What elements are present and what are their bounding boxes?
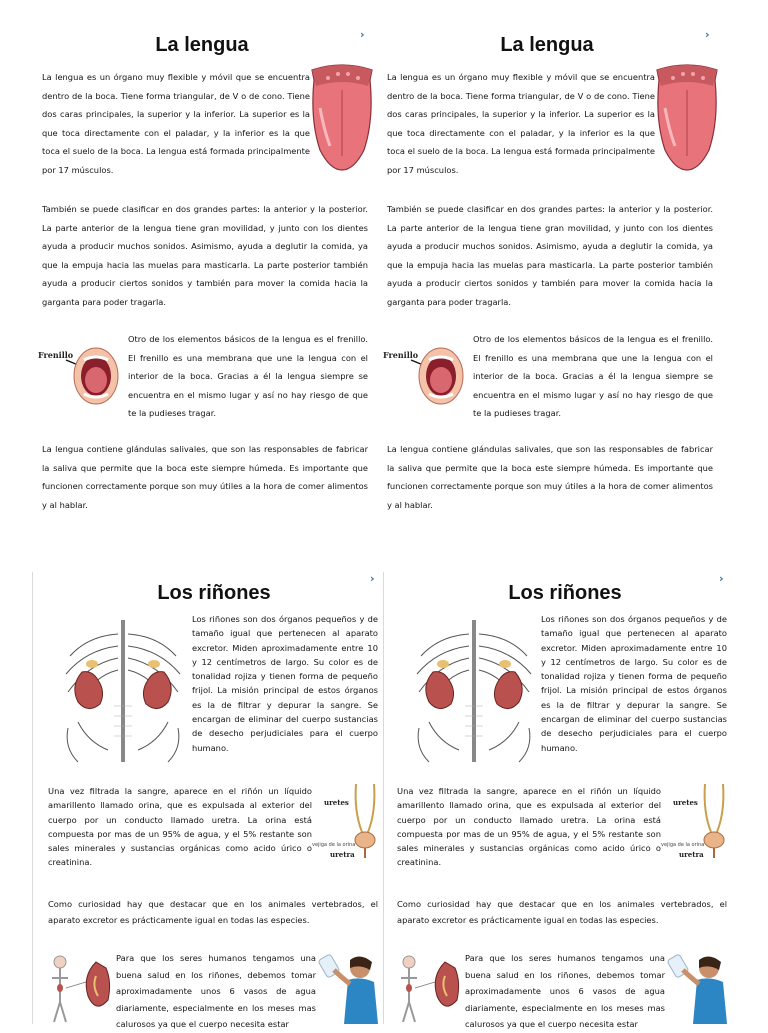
paragraph-1: Los riñones son dos órganos pequeños y de tamaño igual que pertenecen al aparato excretor. Miden aproximadamente entre 10 y 12 centímetros de largo. Su color es de tonalidad rojiza y tienen forma de pequeño frijol. La misión principal de estos órganos es la de filtrar y depurar la sangre. Se encargan de eliminar del cuerpo sustancias de desecho perjudiciales para el cuerpo humano. (541, 614, 727, 753)
tongue-icon (649, 60, 725, 172)
lengua-panel-right (377, 28, 727, 528)
paragraph-3: Como curiosidad hay que destacar que en los animales vertebrados, el aparato excretor es prácticamente igual en todas las especies. (48, 899, 378, 925)
corner-mark-icon: › (705, 28, 710, 41)
uretra-label: uretra (679, 850, 704, 859)
paragraph-1: La lengua es un órgano muy flexible y móvil que se encuentra dentro de la boca. Tiene forma triangular, de V o de cono. Tiene dos caras principales, la superior y la inferior. La superior es la que toca directamente con el paladar, y la inferior es la que toca el suelo de la boca. La lengua está formada principalmente por 17 músculos. (387, 72, 655, 175)
mouth-icon (411, 344, 471, 406)
paragraph-4: La lengua contiene glándulas salivales, que son las responsables de fabricar la saliva que permite que la boca este siempre húmeda. Es importante que funcionen correctamente porque son muy útiles a la hora de comer alimentos y al hablar. (42, 444, 368, 510)
page-title: La lengua (155, 34, 249, 56)
page-title: Los riñones (508, 582, 622, 604)
corner-mark-icon: › (370, 572, 375, 585)
frenillo-label: Frenillo (383, 350, 419, 360)
body-kidney-icon (397, 952, 463, 1024)
body-kidney-icon (48, 952, 114, 1024)
mouth-icon (66, 344, 126, 406)
corner-mark-icon: › (360, 28, 365, 41)
paragraph-2: También se puede clasificar en dos grandes partes: la anterior y la posterior. La parte anterior de la lengua tiene gran movilidad, y junto con los dientes ayuda a producir muchos sonidos. Asimismo, ayuda a deglutir la comida, ya que la empuja hacia las muelas para masticarla. La parte posterior también ayuda a producir ciertos sonidos y también para mover la comida hacia la garganta para poder tragarla. (42, 204, 368, 307)
paragraph-1: Los riñones son dos órganos pequeños y de tamaño igual que pertenecen al aparato excretor. Miden aproximadamente entre 10 y 12 centímetros de largo. Su color es de tonalidad rojiza y tienen forma de pequeño frijol. La misión principal de estos órganos es la de filtrar y depurar la sangre. Se encargan de eliminar del cuerpo sustancias de desecho perjudiciales para el cuerpo humano. (192, 614, 378, 753)
uretra-label: uretra (330, 850, 355, 859)
rinones-panel-left (34, 572, 382, 1030)
rinones-panel-right (385, 572, 733, 1030)
paragraph-2: Una vez filtrada la sangre, aparece en el riñón un líquido amarillento llamado orina, que es expulsada al exterior del cuerpo por un conducto llamado uretra. La orina está compuesta por mas de un 95% de agua, y el 5% restante son sales minerales y sustancias orgánicas como acido úrico o creatinina. (397, 786, 661, 868)
tongue-icon (304, 60, 380, 172)
kidney-anatomy-diagram (48, 616, 198, 766)
uretes-label: uretes (673, 798, 698, 807)
paragraph-3: Como curiosidad hay que destacar que en los animales vertebrados, el aparato excretor es prácticamente igual en todas las especies. (397, 899, 727, 925)
paragraph-3: Otro de los elementos básicos de la lengua es el frenillo. El frenillo es una membrana que une la lengua con el interior de la boca. Gracias a él la lengua siempre se encuentra en el mismo lugar y así no hay riesgo de que te la pudieses tragar. (128, 334, 368, 419)
paragraph-1: La lengua es un órgano muy flexible y móvil que se encuentra dentro de la boca. Tiene forma triangular, de V o de cono. Tiene dos caras principales, la superior y la inferior. La superior es la que toca directamente con el paladar, y la inferior es la que toca el suelo de la boca. La lengua está formada principalmente por 17 músculos. (42, 72, 310, 175)
page-title: Los riñones (157, 582, 271, 604)
paragraph-2: Una vez filtrada la sangre, aparece en el riñón un líquido amarillento llamado orina, que es expulsada al exterior del cuerpo por un conducto llamado uretra. La orina está compuesta por mas de un 95% de agua, y el 5% restante son sales minerales y sustancias orgánicas como acido úrico o creatinina. (48, 786, 312, 868)
vejiga-label: vejiga de la orina (661, 842, 705, 848)
lengua-panel-left (32, 28, 382, 528)
page-title: La lengua (500, 34, 594, 56)
paragraph-4: La lengua contiene glándulas salivales, que son las responsables de fabricar la saliva que permite que la boca este siempre húmeda. Es importante que funcionen correctamente porque son muy útiles a la hora de comer alimentos y al hablar. (387, 444, 713, 510)
frenillo-label: Frenillo (38, 350, 74, 360)
panel-border (383, 572, 384, 1024)
paragraph-4: Para que los seres humanos tengamos una buena salud en los riñones, debemos tomar aproximadamente unos 6 vasos de agua diariamente, especialmente en los meses mas calurosos ya que el cuerpo necesita estar (116, 953, 316, 1030)
drinking-water-icon (320, 950, 382, 1024)
paragraph-4: Para que los seres humanos tengamos una buena salud en los riñones, debemos tomar aproximadamente unos 6 vasos de agua diariamente, especialmente en los meses mas calurosos ya que el cuerpo necesita estar (465, 953, 665, 1030)
corner-mark-icon: › (719, 572, 724, 585)
paragraph-2: También se puede clasificar en dos grandes partes: la anterior y la posterior. La parte anterior de la lengua tiene gran movilidad, y junto con los dientes ayuda a producir muchos sonidos. Asimismo, ayuda a deglutir la comida, ya que la empuja hacia las muelas para masticarla. La parte posterior también ayuda a producir ciertos sonidos y también para mover la comida hacia la garganta para poder tragarla. (387, 204, 713, 307)
paragraph-3: Otro de los elementos básicos de la lengua es el frenillo. El frenillo es una membrana que une la lengua con el interior de la boca. Gracias a él la lengua siempre se encuentra en el mismo lugar y así no hay riesgo de que te la pudieses tragar. (473, 334, 713, 419)
kidney-anatomy-diagram (399, 616, 549, 766)
vejiga-label: vejiga de la orina (312, 842, 356, 848)
drinking-water-icon (669, 950, 731, 1024)
uretes-label: uretes (324, 798, 349, 807)
panel-border (32, 572, 33, 1024)
